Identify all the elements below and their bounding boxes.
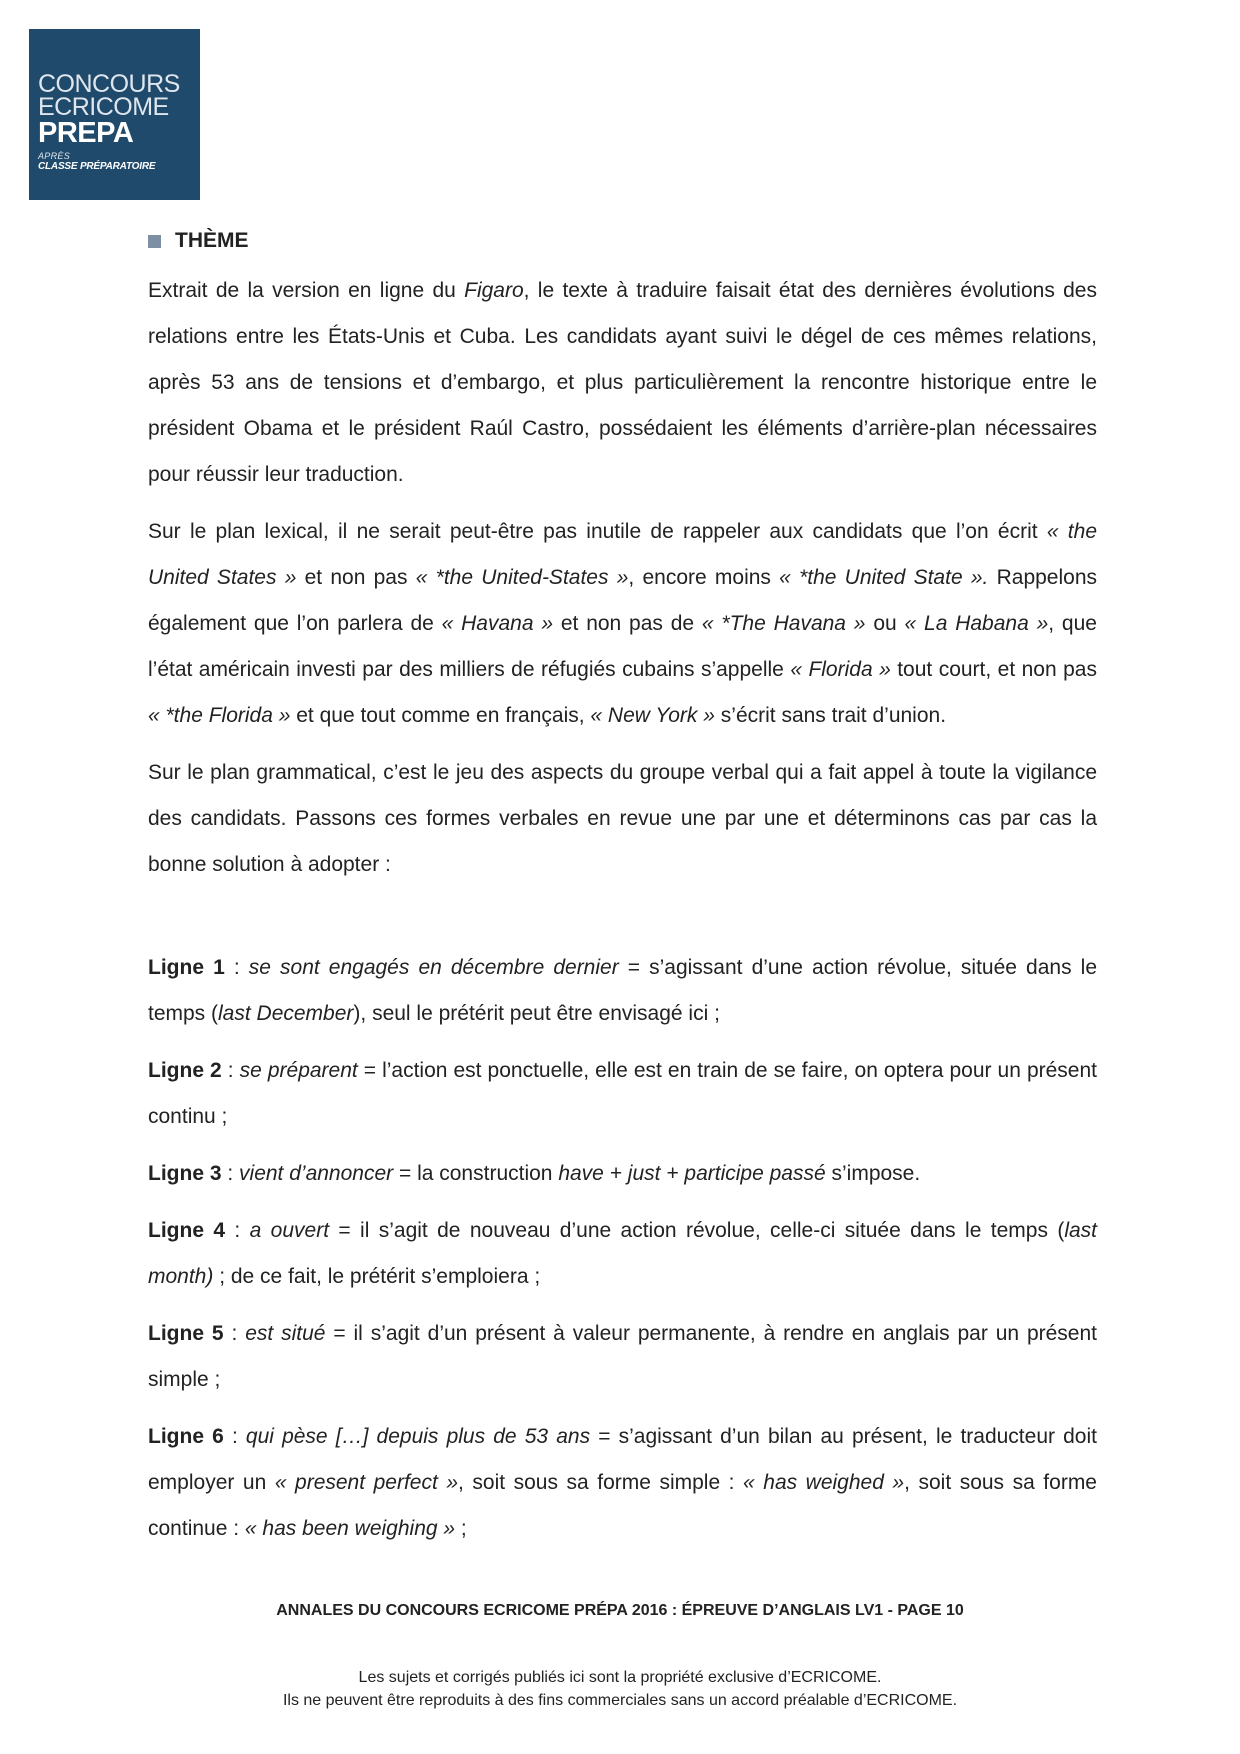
text-run: :	[225, 1219, 250, 1242]
line-item-4	[148, 1208, 1097, 1300]
text-run: , que l’état américain investi par des milliers de réfugiés cubains s’appelle	[148, 612, 1097, 681]
text-run: tout court, et non pas	[890, 658, 1097, 681]
text-run: Sur le plan lexical, il ne serait peut-être pas inutile de rappeler aux candidats que l’on écrit	[148, 520, 1047, 543]
copyright-notice	[0, 1666, 1240, 1712]
italic-run: « present perfect »	[274, 1471, 459, 1494]
text-run: et non pas	[296, 566, 416, 589]
text-run: Rappelons également que l’on parlera de	[148, 566, 1098, 635]
italic-run: « *The Havana »	[701, 612, 866, 635]
line-label: Ligne 5	[148, 1322, 224, 1345]
italic-run: « has weighed »	[743, 1471, 905, 1494]
text-run: = il s’agit de nouveau d’une action révolue, celle-ci située dans le temps (	[329, 1219, 1065, 1242]
section-heading	[148, 226, 1097, 256]
italic-run: last December	[218, 1002, 354, 1025]
text-run: ), seul le prétérit peut être envisagé ici ;	[353, 1002, 720, 1025]
text-run: = s’agissant d’un bilan au présent, le traducteur doit employer un	[148, 1425, 1097, 1494]
italic-run: Figaro	[464, 279, 524, 302]
text-run: s’écrit sans trait d’union.	[714, 704, 947, 727]
text-run: = il s’agit d’un présent à valeur permanente, à rendre en anglais par un présent simple ;	[148, 1322, 1097, 1391]
line-term: se préparent	[239, 1059, 358, 1082]
line-item-5	[148, 1311, 1097, 1403]
text-run: = l’action est ponctuelle, elle est en train de se faire, on optera pour un présent continu ;	[148, 1059, 1097, 1128]
text-run: Extrait de la version en ligne du	[148, 279, 465, 302]
copyright-line-2: Ils ne peuvent être reproduits à des fins commerciales sans un accord préalable d’ECRICOME.	[282, 1692, 958, 1709]
text-run: , soit sous sa forme continue :	[148, 1471, 1097, 1540]
text-run: :	[223, 1322, 246, 1345]
text-run: ou	[865, 612, 905, 635]
italic-run: « *the Florida »	[148, 704, 291, 727]
text-run: , soit sous sa forme simple :	[458, 1471, 744, 1494]
line-label: Ligne 4	[148, 1219, 226, 1242]
square-bullet-icon	[148, 235, 161, 248]
italic-run: « *the United-States »	[415, 566, 629, 589]
text-run: ;	[455, 1517, 467, 1540]
text-run: s’impose.	[825, 1162, 921, 1185]
line-term: a ouvert	[249, 1219, 330, 1242]
italic-run: last month)	[148, 1219, 1097, 1288]
text-run: = s’agissant d’une action révolue, située dans le temps (	[148, 956, 1098, 1025]
logo-line-concours: CONCOURS	[38, 70, 180, 98]
text-run: , le texte à traduire faisait état des dernières évolutions des relations entre les États-Unis et Cuba. Les candidats ayant suivi le dégel de ces mêmes relations, après 53 ans de tensions et d’embargo, et plus particulièrement la rencontre historique entre le président Obama et le président Raúl Castro, possédaient les éléments d’arrière-plan nécessaires pour réussir leur traduction.	[148, 279, 1097, 486]
italic-run: « La Habana »	[904, 612, 1049, 635]
italic-run: « Florida »	[790, 658, 891, 681]
line-term: est situé	[245, 1322, 326, 1345]
section-title: THÈME	[175, 229, 249, 252]
paragraph-intro	[148, 268, 1097, 498]
line-label: Ligne 6	[148, 1425, 224, 1448]
line-item-2	[148, 1048, 1097, 1140]
text-run: :	[223, 1425, 246, 1448]
logo-line-ecricome: ECRICOME	[38, 93, 169, 121]
line-label: Ligne 1	[148, 956, 225, 979]
logo-line-prepa: PREPA	[38, 117, 134, 149]
text-run: = la construction	[393, 1162, 559, 1185]
ecricome-logo	[29, 29, 200, 200]
text-run: , encore moins	[628, 566, 780, 589]
line-term: se sont engagés en décembre dernier	[248, 956, 619, 979]
page-footer-title: ANNALES DU CONCOURS ECRICOME PRÉPA 2016 : ÉPREUVE D’ANGLAIS LV1 - PAGE 10	[276, 1602, 964, 1619]
italic-run: « the United States »	[148, 520, 1097, 589]
copyright-line-1: Les sujets et corrigés publiés ici sont la propriété exclusive d’ECRICOME.	[358, 1669, 882, 1686]
italic-run: « Havana »	[441, 612, 554, 635]
line-term: vient d’annoncer	[239, 1162, 394, 1185]
logo-line-classe-preparatoire: CLASSE PRÉPARATOIRE	[38, 161, 156, 172]
text-run: ; de ce fait, le prétérit s’emploiera ;	[213, 1265, 541, 1288]
logo-line-apres: APRÈS	[38, 151, 71, 161]
document-body	[148, 226, 1097, 1563]
text-run: :	[221, 1059, 240, 1082]
paragraph-grammatical: Sur le plan grammatical, c’est le jeu des aspects du groupe verbal qui a fait appel à toute la vigilance des candidats. Passons ces formes verbales en revue une par une et déterminons cas par cas la bonne solution à adopter :	[148, 761, 1097, 876]
italic-run: « New York »	[590, 704, 715, 727]
line-item-1	[148, 945, 1097, 1037]
text-run: et non pas de	[553, 612, 702, 635]
text-run: :	[221, 1162, 240, 1185]
italic-run: « has been weighing »	[244, 1517, 456, 1540]
line-label: Ligne 3	[148, 1162, 222, 1185]
line-item-3	[148, 1151, 1097, 1197]
line-term: qui pèse […] depuis plus de 53 ans	[245, 1425, 591, 1448]
line-item-6	[148, 1414, 1097, 1552]
italic-run: « *the United State ».	[779, 566, 989, 589]
paragraph-lexical	[148, 509, 1097, 739]
text-run: :	[224, 956, 249, 979]
italic-run: have + just + participe passé	[558, 1162, 826, 1185]
line-label: Ligne 2	[148, 1059, 222, 1082]
text-run: et que tout comme en français,	[290, 704, 591, 727]
